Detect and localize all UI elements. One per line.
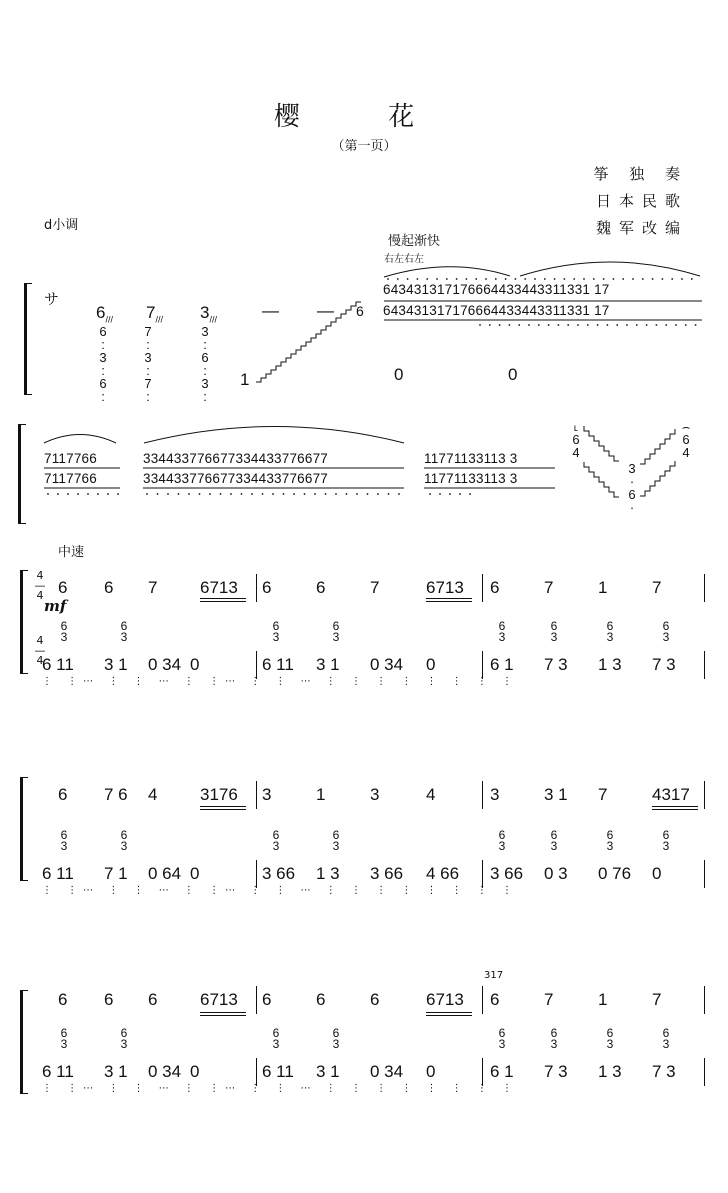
glide-stairs bbox=[640, 461, 675, 496]
beam bbox=[426, 598, 472, 599]
lower-note: 6 11 bbox=[42, 655, 74, 674]
lower-note: 3 1 bbox=[316, 1062, 340, 1081]
upper-note: 6 bbox=[316, 990, 326, 1009]
lower-note: 0 34 bbox=[148, 655, 182, 674]
upper-note: 6 bbox=[58, 990, 68, 1009]
upper-note: 6 bbox=[262, 578, 272, 597]
upper-note: 6 bbox=[58, 785, 68, 804]
upper-note: 3176 bbox=[200, 785, 238, 804]
upper-note: 3 1 bbox=[544, 785, 568, 804]
glide-end: ⌢ 6 4 bbox=[681, 419, 691, 460]
phrase-a-upper: 7117766 bbox=[44, 451, 97, 466]
lower-note: 7 3 bbox=[652, 1062, 676, 1081]
chord-stack: 6 3 bbox=[332, 619, 340, 644]
rest: 0 bbox=[394, 365, 404, 384]
phrase-c-lower: 11771133113 3 bbox=[424, 471, 518, 486]
dot-row bbox=[47, 278, 696, 495]
lower-note: 7 3 bbox=[652, 655, 676, 674]
hand-marks: 右左右左 bbox=[384, 254, 424, 265]
lower-note: 0 3 bbox=[544, 864, 568, 883]
upper-note: 7 bbox=[544, 578, 554, 597]
tempo-marking-moderate: 中速 bbox=[58, 545, 85, 560]
chord-stack: 6 3 bbox=[498, 1026, 506, 1051]
upper-note: 6 bbox=[490, 990, 500, 1009]
lower-note: 6 1 bbox=[490, 655, 514, 674]
chord-stack: 6 3 bbox=[120, 1026, 128, 1051]
chord-column: 6 : 3 : 6 : bbox=[99, 324, 107, 404]
dash: — bbox=[317, 301, 334, 320]
upper-note: 1 bbox=[598, 990, 608, 1009]
beam bbox=[200, 806, 246, 807]
chord-stack: 6 3 bbox=[498, 828, 506, 853]
lower-note: 7 1 bbox=[104, 864, 128, 883]
phrase-c-upper: 11771133113 3 bbox=[424, 451, 518, 466]
beam bbox=[652, 809, 698, 810]
upper-note: 4 bbox=[426, 785, 436, 804]
beam bbox=[200, 809, 246, 810]
chord-stack: 6 3 bbox=[606, 828, 614, 853]
note: $7_{///}$ bbox=[146, 303, 163, 325]
chord-stack: 6 3 bbox=[120, 828, 128, 853]
chord-column: 7 : 3 : 7 : bbox=[144, 324, 152, 404]
lower-note: 0 76 bbox=[598, 864, 632, 883]
octave-dots: ⋮ ⋮⋯ ⋮ ⋮ ⋯ ⋮ ⋮⋯ ⋮ ⋮ ⋯ ⋮ ⋮ ⋮ ⋮ ⋮ ⋮ ⋮ ⋮ bbox=[42, 676, 519, 687]
lower-note: 1 3 bbox=[316, 864, 340, 883]
upper-note: 6713 bbox=[426, 990, 464, 1009]
upper-note: 6 bbox=[370, 990, 380, 1009]
beam bbox=[200, 601, 246, 602]
chord-stack: 6 3 bbox=[332, 1026, 340, 1051]
upper-note: 7 bbox=[652, 990, 662, 1009]
upper-note: 6 bbox=[490, 578, 500, 597]
lower-note: 0 bbox=[426, 655, 436, 674]
lower-note: 7 3 bbox=[544, 655, 568, 674]
chord-stack: 6 3 bbox=[606, 1026, 614, 1051]
upper-note: 7 bbox=[370, 578, 380, 597]
chord-stack: 6 3 bbox=[272, 1026, 280, 1051]
instrument-credit: 筝 独 奏 bbox=[593, 165, 688, 183]
chord-stack: 6 3 bbox=[60, 828, 68, 853]
upper-note: 7 bbox=[598, 785, 608, 804]
fast-line-upper: 643431317176664433443311331 17 bbox=[383, 282, 610, 297]
glide-stairs bbox=[256, 302, 361, 382]
chord-stack: 6 3 bbox=[120, 619, 128, 644]
lower-note: 1 3 bbox=[598, 655, 622, 674]
chord-stack: 6 3 bbox=[332, 828, 340, 853]
page-subtitle: （第一页） bbox=[331, 139, 397, 154]
lower-note: 6 1 bbox=[490, 1062, 514, 1081]
octave-dots: ⋮ ⋮⋯ ⋮ ⋮ ⋯ ⋮ ⋮⋯ ⋮ ⋮ ⋯ ⋮ ⋮ ⋮ ⋮ ⋮ ⋮ ⋮ ⋮ bbox=[42, 885, 519, 896]
lower-note: 3 66 bbox=[262, 864, 296, 883]
upper-note: 3 bbox=[370, 785, 380, 804]
note: 1 bbox=[240, 370, 250, 389]
lower-note: 7 3 bbox=[544, 1062, 568, 1081]
octave-dots: ⋮ ⋮⋯ ⋮ ⋮ ⋯ ⋮ ⋮⋯ ⋮ ⋮ ⋯ ⋮ ⋮ ⋮ ⋮ ⋮ ⋮ ⋮ ⋮ bbox=[42, 1083, 519, 1094]
upper-note: 7 bbox=[544, 990, 554, 1009]
beam bbox=[652, 806, 698, 807]
beam bbox=[426, 1012, 472, 1013]
lower-note: 3 1 bbox=[104, 1062, 128, 1081]
chord-stack: 6 3 bbox=[606, 619, 614, 644]
glide-stairs bbox=[584, 426, 619, 461]
lower-note: 3 66 bbox=[490, 864, 524, 883]
beam bbox=[200, 598, 246, 599]
lower-note: 6 11 bbox=[42, 1062, 74, 1081]
chord-column: 3 : 6 : 3 : bbox=[201, 324, 209, 404]
lower-note: 4 66 bbox=[426, 864, 460, 883]
note: $6_{///}$ bbox=[96, 303, 113, 325]
upper-note: 6 bbox=[58, 578, 68, 597]
prefix-sign: サ bbox=[44, 290, 60, 308]
glide-stairs bbox=[640, 429, 675, 464]
rest: 0 bbox=[508, 365, 518, 384]
lower-note: 3 66 bbox=[370, 864, 404, 883]
upper-note: 6713 bbox=[200, 990, 238, 1009]
lower-note: 6 11 bbox=[262, 1062, 294, 1081]
tempo-marking: 慢起渐快 bbox=[388, 234, 441, 249]
chord-stack: 6 3 bbox=[60, 1026, 68, 1051]
lower-note: 0 bbox=[652, 864, 662, 883]
dynamic-mark: mf bbox=[44, 597, 67, 615]
chord-stack: 6 3 bbox=[662, 1026, 670, 1051]
upper-note: 6 bbox=[262, 990, 272, 1009]
note-fermata: $3_{///}$ bbox=[200, 303, 217, 325]
upper-note: 4317 bbox=[652, 785, 690, 804]
upper-note: 3 bbox=[262, 785, 272, 804]
beam bbox=[426, 1015, 472, 1016]
lower-note: 6 11 bbox=[42, 864, 74, 883]
slur bbox=[520, 262, 700, 276]
upper-note: 3 bbox=[490, 785, 500, 804]
lower-note: 0 bbox=[426, 1062, 436, 1081]
key-label: d小调 bbox=[44, 218, 79, 233]
upper-note: 6 bbox=[148, 990, 158, 1009]
upper-note: 6713 bbox=[426, 578, 464, 597]
lower-note: 3 1 bbox=[316, 655, 340, 674]
lower-note: 6 11 bbox=[262, 655, 294, 674]
glide-start: ˪ 6 4 bbox=[572, 419, 580, 460]
lower-note: 0 bbox=[190, 864, 200, 883]
lower-note: 0 34 bbox=[370, 1062, 404, 1081]
phrase-b-lower: 334433776677334433776677 bbox=[143, 471, 328, 486]
phrase-a-lower: 7117766 bbox=[44, 471, 97, 486]
chord-stack: 6 3 bbox=[498, 619, 506, 644]
upper-note: 7 6 bbox=[104, 785, 128, 804]
score-title: 樱 花 bbox=[273, 102, 455, 132]
chord-stack: 6 3 bbox=[272, 619, 280, 644]
time-signature: 4 — 4 bbox=[34, 569, 46, 602]
lower-note: 0 bbox=[190, 655, 200, 674]
chord-stack: 6 3 bbox=[60, 619, 68, 644]
lower-note: 3 1 bbox=[104, 655, 128, 674]
grace-notes: 317 bbox=[484, 970, 504, 981]
upper-note: 6 bbox=[104, 990, 114, 1009]
lower-note: 0 34 bbox=[148, 1062, 182, 1081]
lower-note: 1 3 bbox=[598, 1062, 622, 1081]
upper-note: 4 bbox=[148, 785, 158, 804]
chord-stack: 6 3 bbox=[550, 619, 558, 644]
upper-note: 1 bbox=[598, 578, 608, 597]
lower-note: 0 64 bbox=[148, 864, 182, 883]
lower-note: 0 34 bbox=[370, 655, 404, 674]
slur bbox=[44, 435, 116, 444]
dash: — bbox=[262, 301, 279, 320]
upper-note: 6 bbox=[316, 578, 326, 597]
chord-stack: 6 3 bbox=[550, 828, 558, 853]
beam bbox=[200, 1012, 246, 1013]
upper-note: 7 bbox=[148, 578, 158, 597]
arranger-credit: 魏军改编 bbox=[595, 219, 688, 237]
glide-mid: 3 · 6 · bbox=[628, 461, 636, 515]
upper-note: 7 bbox=[652, 578, 662, 597]
time-signature: 4 — 4 bbox=[34, 634, 46, 667]
slur bbox=[384, 267, 510, 277]
origin-credit: 日本民歌 bbox=[595, 192, 688, 210]
beam bbox=[426, 601, 472, 602]
chord-stack: 6 3 bbox=[662, 828, 670, 853]
upper-note: 1 bbox=[316, 785, 326, 804]
chord-stack: 6 3 bbox=[272, 828, 280, 853]
phrase-b-upper: 334433776677334433776677 bbox=[143, 451, 328, 466]
upper-note: 6 bbox=[104, 578, 114, 597]
glide-stairs bbox=[584, 462, 619, 497]
lower-note: 0 bbox=[190, 1062, 200, 1081]
upper-note: 6713 bbox=[200, 578, 238, 597]
chord-stack: 6 3 bbox=[662, 619, 670, 644]
fast-line-lower: 643431317176664433443311331 17 bbox=[383, 303, 610, 318]
slur bbox=[144, 427, 404, 444]
note: 6 bbox=[356, 303, 364, 319]
chord-stack: 6 3 bbox=[550, 1026, 558, 1051]
beam bbox=[200, 1015, 246, 1016]
